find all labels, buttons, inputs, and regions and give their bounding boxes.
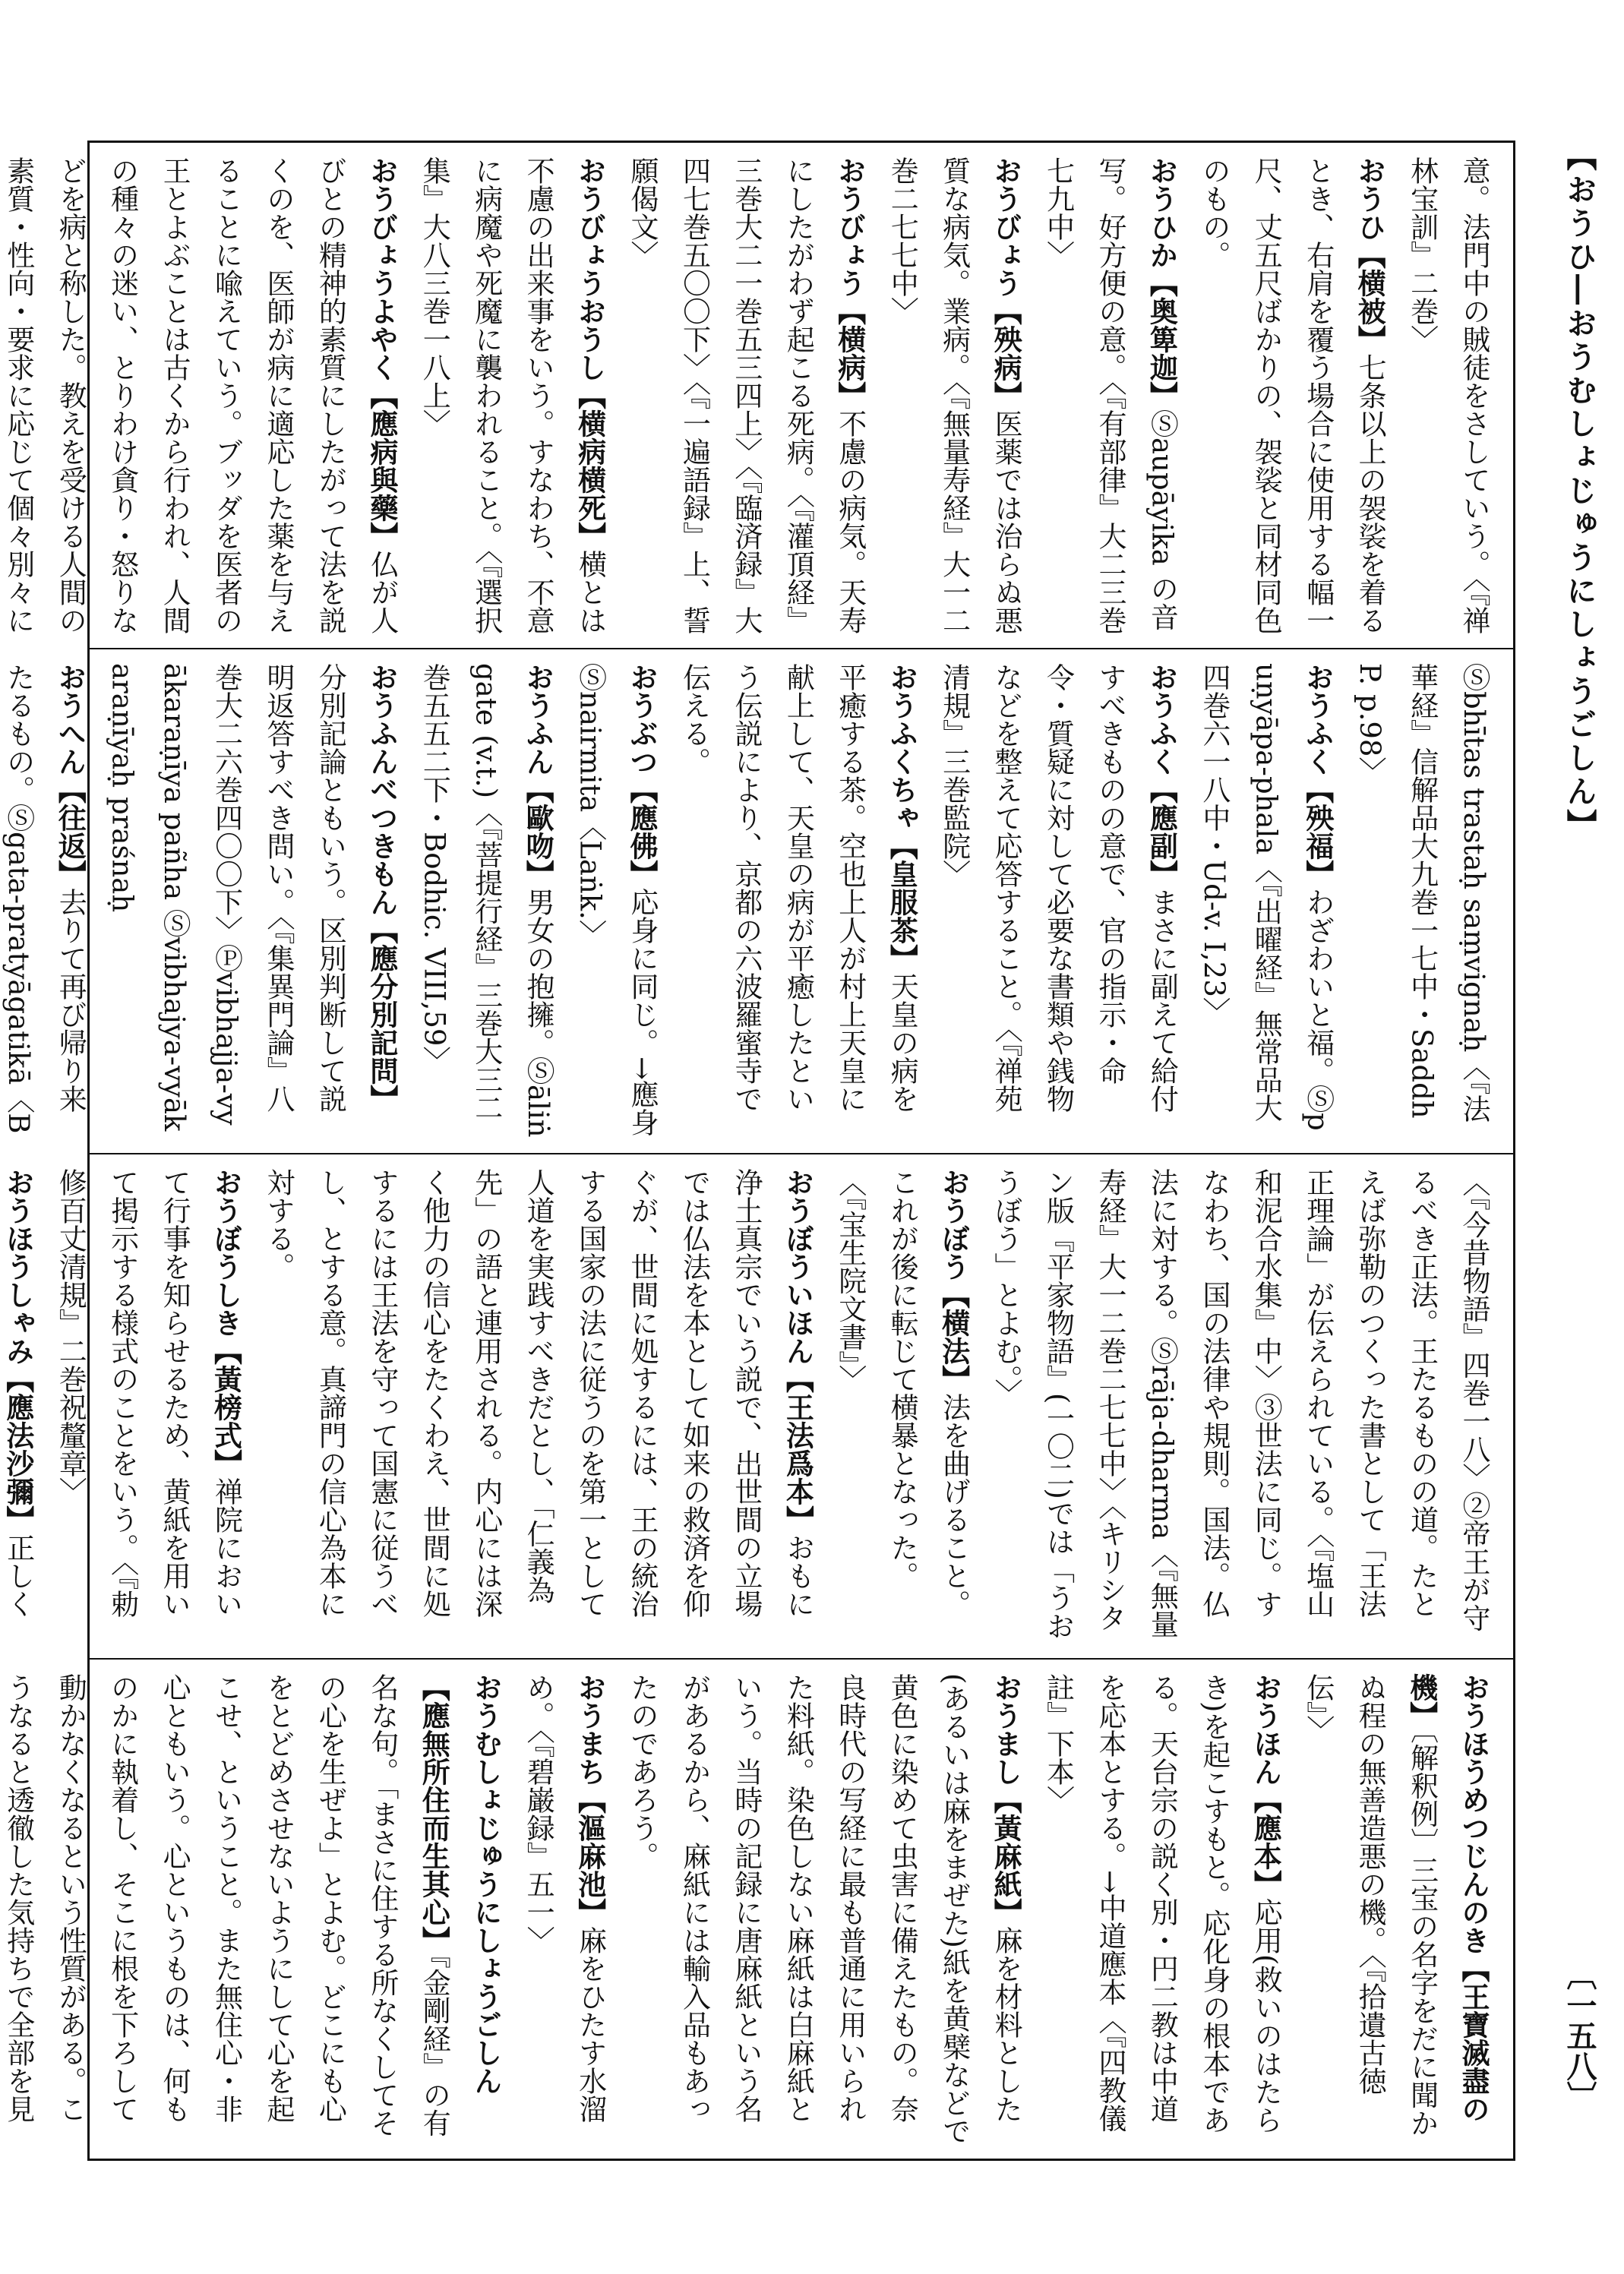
entry-headword: おうぼう【横法】 bbox=[937, 1168, 971, 1393]
dictionary-entry bbox=[1198, 663, 1335, 1131]
dictionary-entry bbox=[0, 663, 87, 1134]
entry-headword: おうまし【黃麻紙】 bbox=[989, 1673, 1023, 1926]
page-number: 〔一五八〕 bbox=[1562, 1960, 1597, 2111]
dictionary-entry bbox=[106, 663, 399, 1131]
entry-definition: 仏が人びとの精神的素質にしたがって法を説くのを、医師が病に適応した薬を与えることに喩えていう。ブッダを医者の王とよぶことは古くから行われ、人間の種々の迷い、とりわけ貪り・怒りなどを病と称した。教えを受ける人間の素質・性向・要求に応じて個々別々に bbox=[2, 156, 399, 634]
entry-headword: おうぼういほん【王法爲本】 bbox=[781, 1168, 815, 1533]
entry-definition: わざわいと福。Ⓢpuṇyāpa-phala〈『出曜経』無常品大四巻六一八中・Ud-v. I,23〉 bbox=[1197, 663, 1335, 1131]
dictionary-entry bbox=[1406, 156, 1490, 634]
dictionary-entry bbox=[0, 156, 399, 634]
entry-definition: 七条以上の袈裟を着るとき、右肩を覆う場合に使用する幅一尺、丈五尺ばかりの、袈裟と同材同色のもの。 bbox=[1197, 156, 1387, 634]
tier-3 bbox=[1, 1153, 1513, 1658]
dictionary-entry bbox=[1042, 1673, 1283, 2133]
entry-definition: 横とは不慮の出来事をいう。すなわち、不意に病魔や死魔に襲われること。〈『選択集』大八三巻一八上〉 bbox=[418, 156, 607, 634]
dictionary-entry bbox=[834, 1168, 971, 1618]
entry-headword: おうひか【奥箄迦】 bbox=[1145, 156, 1179, 409]
entry-headword: おうへん【往返】 bbox=[53, 663, 87, 888]
entry-definition: 応身に同じ。→應身 Ⓢnairmita〈Laṅk.〉 bbox=[573, 663, 659, 1165]
tier-1-text bbox=[2, 143, 1513, 648]
entry-definition: Ⓢbhītas trastaḥ saṃvignaḥ〈『法華経』信解品大九巻一七中・SaddhP. p.98〉 bbox=[1354, 663, 1490, 1123]
entry-headword: おうぼうしき【黃榜式】 bbox=[209, 1168, 243, 1477]
entry-headword: おうびょう【殃病】 bbox=[989, 156, 1023, 409]
entry-headword: おうまち【漚麻池】 bbox=[573, 1673, 607, 1926]
tier-2 bbox=[2, 648, 1513, 1165]
dictionary-entry bbox=[418, 663, 554, 1138]
dictionary-entry bbox=[574, 663, 659, 1164]
entry-headword: おうひ【横被】 bbox=[1353, 156, 1387, 353]
dictionary-entry bbox=[0, 1673, 503, 2137]
dictionary-entry bbox=[1198, 156, 1386, 634]
dictionary-entry bbox=[626, 1673, 1022, 2145]
entry-headword: おうふく【殃福】 bbox=[1300, 663, 1335, 888]
entry-headword: おうぶつ【應佛】 bbox=[625, 663, 659, 888]
dictionary-entry bbox=[678, 663, 918, 1113]
tier-4-text bbox=[2, 1660, 1513, 2159]
entry-headword: おうふくちゃ【皇服茶】 bbox=[885, 663, 919, 972]
entry-definition: 去りて再び帰り来たるもの。Ⓢgata-pratyāgatikā〈B bbox=[2, 663, 87, 1134]
entry-headword: おうむしょじゅうにしょうごしん【應無所住而生其心】 bbox=[417, 1673, 503, 2095]
tier-3-text bbox=[1, 1154, 1513, 1658]
tier-2-text bbox=[2, 649, 1513, 1165]
entry-headword: おうびょう【横病】 bbox=[833, 156, 867, 409]
entry-definition: まさに副えて給付すべきものの意で、官の指示・命令・質疑に対して必要な書類や銭物などを整えて応答すること。〈『禅苑清規』三巻監院〉 bbox=[937, 663, 1179, 1113]
entry-definition: 〈『今昔物語』四巻一八〉②帝王が守るべき正法。王たるものの道。たとえば弥勒のつくった書として「王法正理論」が伝えられている。〈『塩山和泥合水集』中〉③世法に同じ。すなわち、国の法律や規則。国法。仏法に対する。Ⓢrāja-dharma〈『無量寿経』大一二巻二七七中〉〈キリシタン版『平家物語』(一〇二)では「うおうぼう」とよむ。〉 bbox=[990, 1168, 1490, 1640]
entry-definition: おもに浄土真宗でいう説で、出世間の立場では仏法を本として如来の救済を仰ぐが、世間に処するには、王の統治する国家の法に従うのを第一として人道を実践すべきだとし、「仁義為先」の語と連用される。内心には深く他力の信心をたくわえ、世間に処するには王法を守って国憲に従うべし、とする意。真諦門の信心為本に対する。 bbox=[261, 1168, 815, 1618]
tier-1 bbox=[2, 143, 1513, 648]
dictionary-entry bbox=[886, 156, 1022, 634]
entry-definition: 麻を材料とした(あるいは麻をまぜた)紙を黄檗などで黄色に染めて虫害に備えたもの。奈良時代の写経に最も普通に用いられた料紙。染色しない麻紙は白麻紙という。当時の記録に唐麻紙という名があるから、麻紙には輸入品もあったのであろう。 bbox=[626, 1673, 1023, 2145]
entry-headword: おうふんべつきもん【應分別記問】 bbox=[365, 663, 399, 1113]
entry-definition: 不慮の病気。天寿にしたがわず起こる死病。〈『灌頂経』三巻大二一巻五三四上〉〈『臨済録』大四七巻五〇〇下〉〈『一遍語録』上、誓願偈文〉 bbox=[626, 156, 867, 634]
dictionary-entry bbox=[626, 156, 867, 634]
entry-headword: おうほうめつじんのき【王寶滅盡の機】 bbox=[1404, 1673, 1490, 2123]
entry-headword: おうほうしゃみ【應法沙彌】 bbox=[1, 1168, 35, 1533]
entry-definition: 応用(救いのはたらき)を起こすもと。応化身の根本である。天台宗の説く別・円二教は中道を応本とする。→中道應本〈『四教儀註』下本〉 bbox=[1041, 1673, 1283, 2134]
entry-definition: 分別記論ともいう。区別判断して説明返答すべき問い。〈『集異門論』八巻大二六巻四〇〇下〉Ⓟvibhajja-vyākaraṇīya pañha Ⓢvibhajya-vyākaraṇīyaḥ praśnaḥ bbox=[106, 663, 347, 1132]
dictionary-entry bbox=[262, 1168, 814, 1618]
running-head: 【おうひ―おうむしょじゅうにしょうごしん】 bbox=[1562, 141, 1597, 842]
tier-4 bbox=[2, 1658, 1513, 2159]
entry-headword: おうふん【歐吻】 bbox=[521, 663, 555, 888]
entry-definition: 意。法門中の賊徒をさしていう。〈『禅林宝訓』二巻〉 bbox=[1405, 156, 1490, 634]
entry-definition: Ⓢaupāyika の音写。好方便の意。〈『有部律』大二三巻七九中〉 bbox=[1041, 156, 1179, 634]
entry-definition: 医薬では治らぬ悪質な病気。業病。〈『無量寿経』大一二巻二七七中〉 bbox=[886, 156, 1023, 634]
entry-headword: おうほん【應本】 bbox=[1249, 1673, 1283, 1898]
entry-definition: 天皇の病を平癒する茶。空也上人が村上天皇に献上して、天皇の病が平癒したという伝説により、京都の六波羅蜜寺で伝える。 bbox=[678, 663, 919, 1113]
dictionary-entry bbox=[1042, 156, 1179, 634]
entry-definition: 正しく bbox=[2, 1533, 35, 1618]
entry-definition: 法を曲げること。これが後に転じて横暴となった。〈『宝生院文書』〉 bbox=[833, 1168, 971, 1618]
dictionary-entry bbox=[990, 1168, 1490, 1640]
dictionary-entry bbox=[522, 1673, 606, 2123]
dictionary-entry bbox=[54, 1168, 242, 1618]
entry-headword: おうびょうおうし【横病横死】 bbox=[573, 156, 607, 550]
entry-headword: おうびょうよやく【應病與藥】 bbox=[365, 156, 399, 550]
dictionary-page-frame bbox=[1, 141, 1515, 2161]
dictionary-entry bbox=[418, 156, 606, 634]
dictionary-entry bbox=[1354, 663, 1490, 1123]
entry-definition: 禅院において行事を知らせるため、黄紙を用いて掲示する様式のことをいう。〈『勅修百丈清規』二巻祝釐章〉 bbox=[54, 1168, 243, 1618]
entry-definition: 麻をひたす水溜め。〈『碧巌録』五一〉 bbox=[522, 1673, 607, 2123]
entry-definition: 『金剛経』の有名な句。「まさに住する所なくしてその心を生ぜよ」とよむ。どこにも心をとどめさせないようにして心を起こせ、ということ。また無住心・非心ともいう。心というものは、何ものかに執着し、そこに根を下ろして動かなくなるという性質がある。こうなると透徹した気持ちで全部を見 bbox=[2, 1673, 451, 2137]
entry-headword: おうふく【應副】 bbox=[1145, 663, 1179, 888]
entry-definition: 〔解釈例〕三宝の名字をだに聞かぬ程の無善造悪の機。〈『拾遺古徳伝』〉 bbox=[1301, 1673, 1439, 2137]
dictionary-entry bbox=[938, 663, 1179, 1113]
dictionary-entry bbox=[1302, 1673, 1490, 2137]
entry-definition: 男女の抱擁。Ⓢāliṅgate (v.t.)〈『菩提行経』三巻大三二巻五五二下・Bodhic. VIII,59〉 bbox=[418, 663, 555, 1138]
dictionary-entry bbox=[0, 1168, 35, 1628]
